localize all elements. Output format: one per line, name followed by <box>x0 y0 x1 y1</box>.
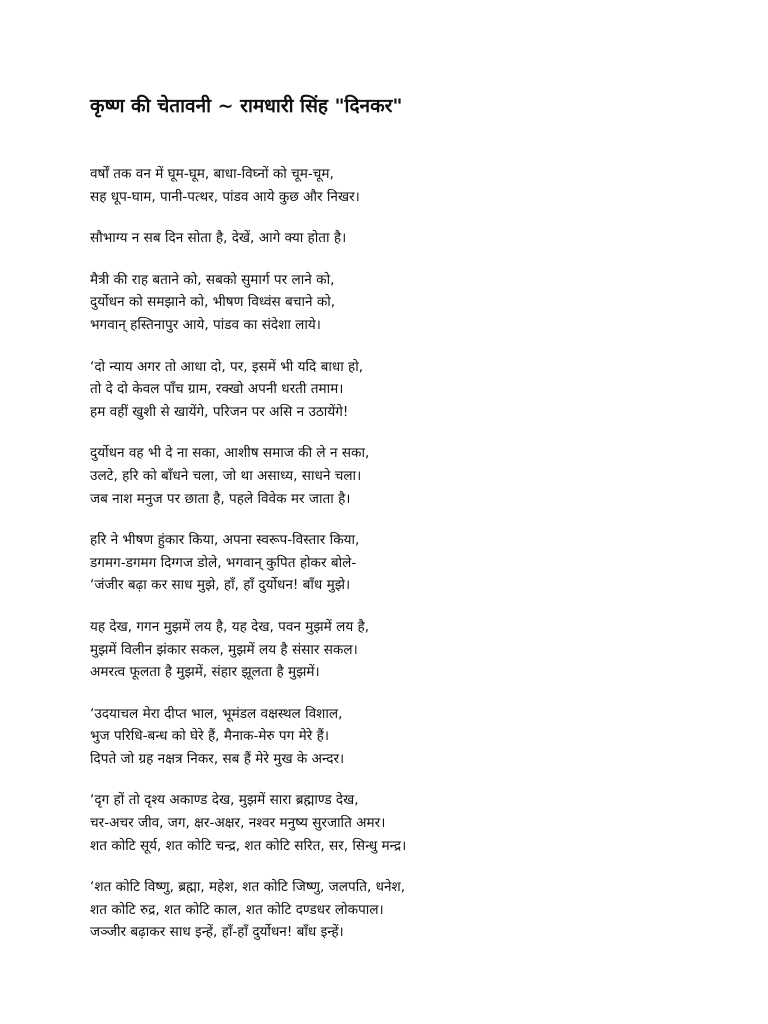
poem-line: जञ्जीर बढ़ाकर साध इन्हें, हाँ-हाँ दुर्योधन! बाँध इन्हें। <box>90 924 344 941</box>
poem-line: मैत्री की राह बताने को, सबको सुमार्ग पर लाने को, <box>90 271 335 288</box>
poem-line: दुर्योधन वह भी दे ना सका, आशीष समाज की ले न सका, <box>90 445 370 462</box>
poem-line: ‘जंजीर बढ़ा कर साध मुझे, हाँ, हाँ दुर्योधन! बाँध मुझे। <box>90 577 351 594</box>
poem-line: ‘दो न्याय अगर तो आधा दो, पर, इसमें भी यदि बाधा हो, <box>90 358 364 375</box>
poem-line: तो दे दो केवल पाँच ग्राम, रक्खो अपनी धरती तमाम। <box>90 381 344 398</box>
document-page <box>90 86 750 963</box>
poem-line: चर-अचर जीव, जग, क्षर-अक्षर, नश्वर मनुष्य सुरजाति अमर। <box>90 815 386 832</box>
poem-line: शत कोटि रुद्र, शत कोटि काल, शत कोटि दण्डधर लोकपाल। <box>90 901 384 918</box>
poem-line: भगवान् हस्तिनापुर आये, पांडव का संदेशा लाये। <box>90 316 321 333</box>
poem-stanza <box>90 356 750 424</box>
poem-line: ‘दृग हों तो दृश्य अकाण्ड देख, मुझमें सारा ब्रह्माण्ड देख, <box>90 792 359 809</box>
poem-line: दिपते जो ग्रह नक्षत्र निकर, सब हैं मेरे मुख के अन्दर। <box>90 750 345 767</box>
poem-stanza <box>90 227 750 250</box>
poem-line: डगमग-डगमग दिग्गज डोले, भगवान् कुपित होकर बोले- <box>90 554 357 571</box>
poem-stanza <box>90 703 750 771</box>
poem-line: उलटे, हरि को बाँधने चला, जो था असाध्य, साधने चला। <box>90 467 362 484</box>
poem-line: भुज परिधि-बन्ध को घेरे हैं, मैनाक-मेरु पग मेरे हैं। <box>90 728 330 745</box>
poem-stanza <box>90 163 750 208</box>
poem-line: सौभाग्य न सब दिन सोता है, देखें, आगे क्या होता है। <box>90 230 347 247</box>
poem-line: जब नाश मनुज पर छाता है, पहले विवेक मर जाता है। <box>90 490 351 507</box>
poem-title: कृष्ण की चेतावनी ~ रामधारी सिंह "दिनकर" <box>90 95 403 117</box>
poem-line: मुझमें विलीन झंकार सकल, मुझमें लय है संसार सकल। <box>90 641 358 658</box>
poem-line: ‘उदयाचल मेरा दीप्त भाल, भूमंडल वक्षस्थल विशाल, <box>90 705 343 722</box>
poem-stanza <box>90 616 750 684</box>
poem-line: अमरत्व फूलता है मुझमें, संहार झूलता है मुझमें। <box>90 664 320 681</box>
poem-stanza <box>90 529 750 597</box>
poem-line: ‘शत कोटि विष्णु, ब्रह्मा, महेश, शत कोटि जिष्णु, जलपति, धनेश, <box>90 879 406 896</box>
poem-stanza <box>90 269 750 337</box>
poem-line: हरि ने भीषण हुंकार किया, अपना स्वरूप-विस्तार किया, <box>90 532 360 549</box>
poem-line: दुर्योधन को समझाने को, भीषण विध्वंस बचाने को, <box>90 294 336 311</box>
poem-line: वर्षों तक वन में घूम-घूम, बाधा-विघ्नों को चूम-चूम, <box>90 166 334 182</box>
poem-body <box>90 163 750 944</box>
poem-line: यह देख, गगन मुझमें लय है, यह देख, पवन मुझमें लय है, <box>90 618 370 635</box>
poem-stanza <box>90 789 750 857</box>
poem-line: सह धूप-घाम, पानी-पत्थर, पांडव आये कुछ और निखर। <box>90 188 360 205</box>
poem-line: हम वहीं खुशी से खायेंगे, परिजन पर असि न उठायेंगे! <box>90 403 349 420</box>
poem-stanza <box>90 876 750 944</box>
poem-stanza <box>90 442 750 510</box>
poem-line: शत कोटि सूर्य, शत कोटि चन्द्र, शत कोटि सरित, सर, सिन्धु मन्द्र। <box>90 837 407 854</box>
